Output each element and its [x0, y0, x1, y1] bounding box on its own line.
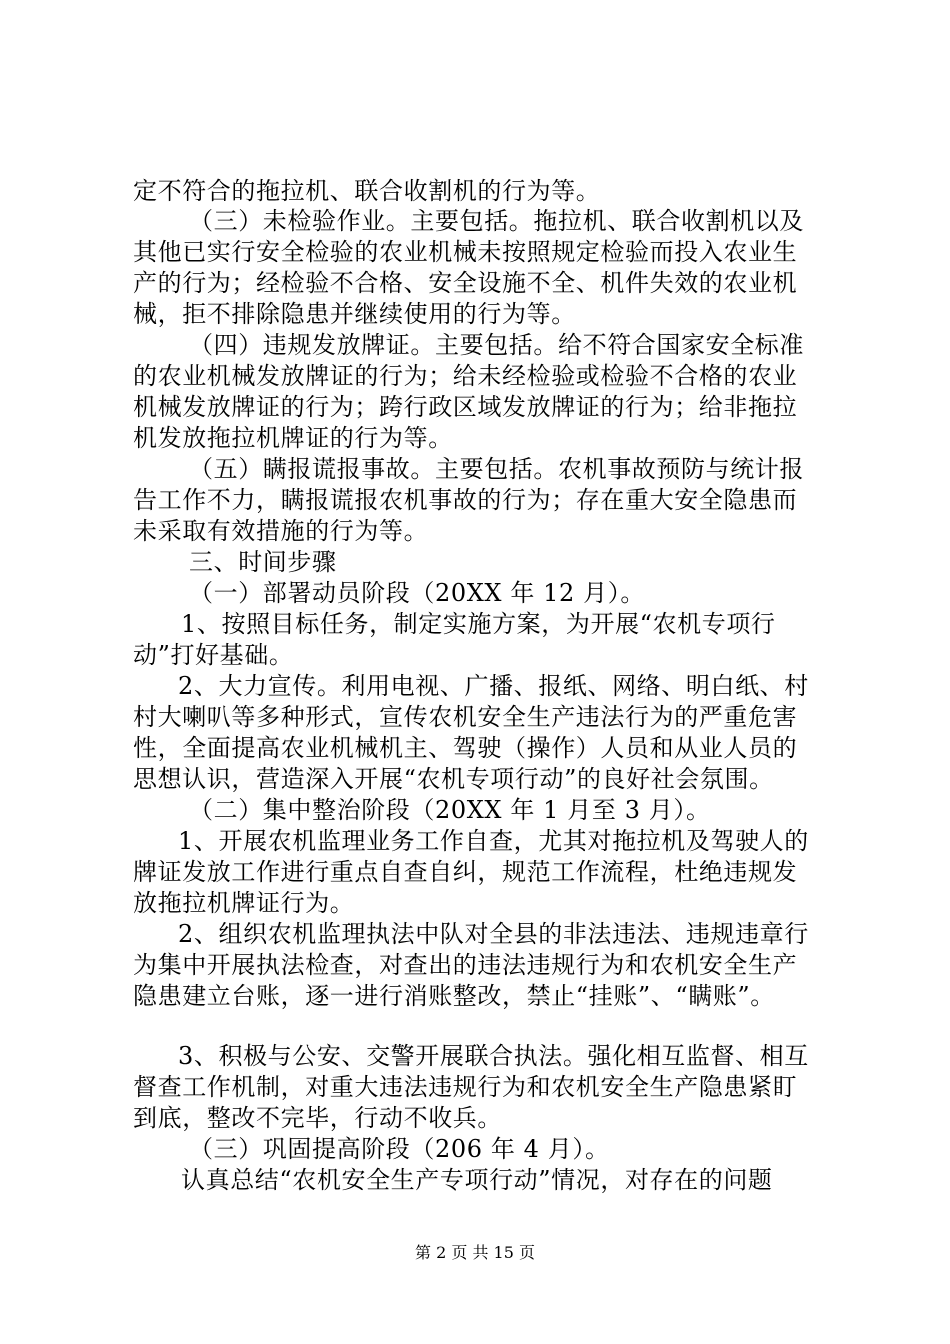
text-line: （四）违规发放牌证。主要包括。给不符合国家安全标准	[189, 331, 804, 359]
text-line: 到底，整改不完毕，行动不收兵。	[133, 1104, 502, 1132]
page-number-footer: 第 2 页 共 15 页	[415, 1243, 535, 1262]
text-line: 的农业机械发放牌证的行为；给未经检验或检验不合格的农业	[133, 362, 798, 390]
section-heading: 三、时间步骤	[189, 548, 337, 576]
text-line: 为集中开展执法检查，对查出的违法违规行为和农机安全生产	[133, 951, 798, 979]
text-line: 督查工作机制，对重大违法违规行为和农机安全生产隐患紧盯	[133, 1073, 798, 1101]
text-line: 2、大力宣传。利用电视、广播、报纸、网络、明白纸、村	[178, 672, 809, 700]
text-line: 认真总结“农机安全生产专项行动”情况，对存在的问题	[181, 1166, 773, 1194]
text-line: 产的行为；经检验不合格、安全设施不全、机件失效的农业机	[133, 269, 798, 297]
text-line: 2、组织农机监理执法中队对全县的非法违法、违规违章行	[178, 920, 809, 948]
text-line: （三）未检验作业。主要包括。拖拉机、联合收割机以及	[189, 207, 804, 235]
text-line: 械，拒不排除隐患并继续使用的行为等。	[133, 300, 576, 328]
text-line: 放拖拉机牌证行为。	[133, 889, 355, 917]
text-line: 其他已实行安全检验的农业机械未按照规定检验而投入农业生	[133, 238, 798, 266]
text-line: 机发放拖拉机牌证的行为等。	[133, 424, 453, 452]
subsection-heading: （三）巩固提高阶段（206 年 4 月）。	[189, 1135, 610, 1163]
text-line: 隐患建立台账，逐一进行消账整改，禁止“挂账”、“瞒账”。	[133, 982, 775, 1010]
text-line: 思想认识，营造深入开展“农机专项行动”的良好社会氛围。	[133, 765, 774, 793]
text-line: 机械发放牌证的行为；跨行政区域发放牌证的行为；给非拖拉	[133, 393, 798, 421]
subsection-heading: （一）部署动员阶段（20XX 年 12 月）。	[189, 579, 645, 607]
text-line: 动”打好基础。	[133, 641, 294, 669]
subsection-heading: （二）集中整治阶段（20XX 年 1 月至 3 月）。	[189, 796, 711, 824]
text-line: 3、积极与公安、交警开展联合执法。强化相互监督、相互	[178, 1042, 809, 1070]
text-line: 1、开展农机监理业务工作自查，尤其对拖拉机及驾驶人的	[178, 827, 809, 855]
text-line: 性，全面提高农业机械机主、驾驶（操作）人员和从业人员的	[133, 734, 798, 762]
text-line: 牌证发放工作进行重点自查自纠，规范工作流程，杜绝违规发	[133, 858, 798, 886]
text-line: 村大喇叭等多种形式，宣传农机安全生产违法行为的严重危害	[133, 703, 798, 731]
text-line: 告工作不力，瞒报谎报农机事故的行为；存在重大安全隐患而	[133, 486, 798, 514]
text-line: 未采取有效措施的行为等。	[133, 517, 429, 545]
text-line: 1、按照目标任务，制定实施方案，为开展“农机专项行	[181, 610, 776, 638]
text-line: 定不符合的拖拉机、联合收割机的行为等。	[133, 177, 601, 205]
text-line: （五）瞒报谎报事故。主要包括。农机事故预防与统计报	[189, 455, 804, 483]
